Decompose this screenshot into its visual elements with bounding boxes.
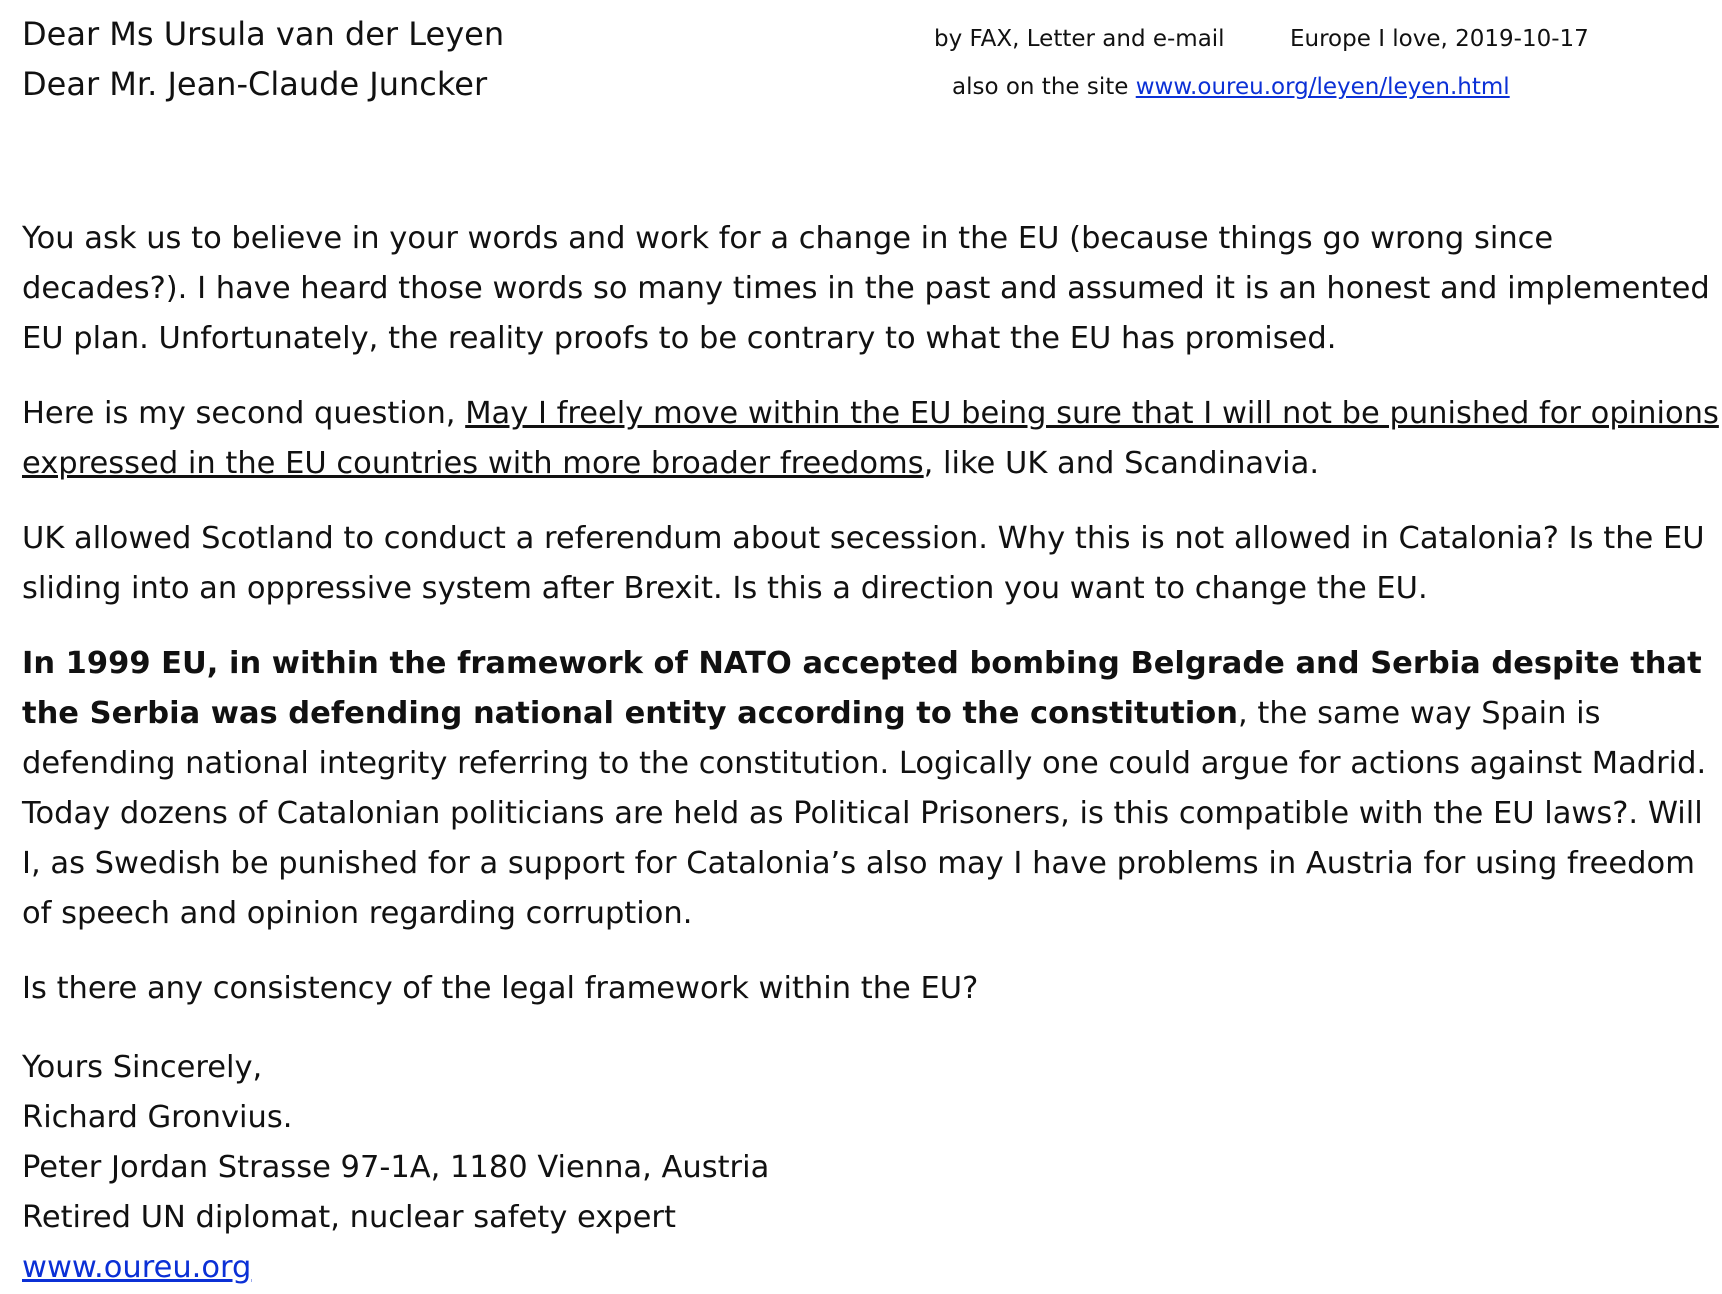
signer-name: Richard Gronvius.	[22, 1100, 293, 1135]
paragraph-5: Is there any consistency of the legal framework within the EU?	[22, 971, 979, 1006]
closing: Yours Sincerely,	[22, 1050, 263, 1085]
paragraph-1: You ask us to believe in your words and work for a change in the EU (because things go wrong since decades?). I have heard those words so many times in the past and assumed it is an honest and implemented EU plan. Unfortunately, the reality proofs to be contrary to what the EU has promised.	[22, 221, 1710, 356]
salutation-von-der-leyen: Dear Ms Ursula van der Leyen	[22, 15, 505, 53]
website-link[interactable]: www.oureu.org	[22, 1250, 252, 1285]
letter-site-link[interactable]: www.oureu.org/leyen/leyen.html	[1135, 74, 1510, 100]
delivery-method: by FAX, Letter and e-mail	[934, 26, 1225, 52]
paragraph-2-question: May I freely move within the EU being sure that I will not be punished for opinions expressed in the EU countries with more broader freedoms	[22, 396, 1719, 481]
site-reference	[952, 76, 1510, 99]
signature-block	[22, 1043, 769, 1293]
signer-address: Peter Jordan Strasse 97-1A, 1180 Vienna, Austria	[22, 1150, 770, 1185]
paragraph-2-end: , like UK and Scandinavia.	[923, 446, 1320, 481]
letter-body	[22, 214, 1722, 1039]
signer-title: Retired UN diplomat, nuclear safety expert	[22, 1200, 676, 1235]
paragraph-4-rest: , the same way Spain is defending national integrity referring to the constitution. Logically one could argue for actions against Madrid. Today dozens of Catalonian politicians are held as Political Prisoners, is this compatible with the EU laws?. Will I, as Swedish be punished for a support for Catalonia’s also may I have problems in Austria for using freedom of speech and opinion regarding corruption.	[22, 696, 1707, 931]
paragraph-4-bold: In 1999 EU, in within the framework of NATO accepted bombing Belgrade and Serbia despite that the Serbia was defending national entity according to the constitution	[22, 646, 1702, 731]
place-date: Europe I love, 2019-10-17	[1290, 26, 1589, 52]
site-prefix: also on the site	[952, 74, 1136, 100]
paragraph-2-start: Here is my second question,	[22, 396, 466, 431]
salutation-juncker: Dear Mr. Jean-Claude Juncker	[22, 65, 488, 103]
paragraph-4	[22, 639, 1722, 939]
paragraph-2	[22, 389, 1722, 489]
paragraph-3: UK allowed Scotland to conduct a referendum about secession. Why this is not allowed in Catalonia? Is the EU sliding into an oppressive system after Brexit. Is this a direction you want to change the EU.	[22, 521, 1705, 606]
